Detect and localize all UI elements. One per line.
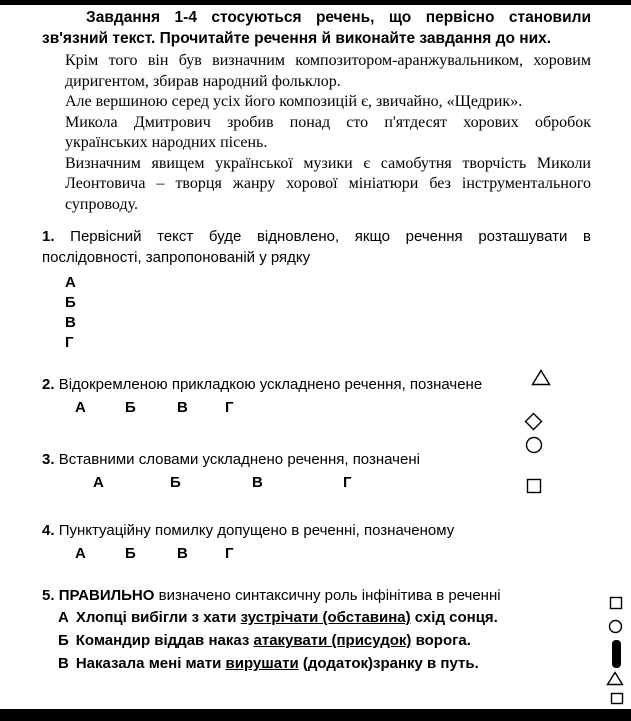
option-a: А — [93, 474, 104, 491]
question-number: 5. — [42, 587, 55, 604]
sentence-list — [65, 51, 591, 215]
option-text-before: Командир віддав наказ — [75, 632, 254, 649]
option-letter: Б — [58, 632, 69, 649]
diamond-outline-icon — [524, 412, 543, 431]
intro-instruction: Завдання 1-4 стосуються речень, що первісно становили зв'язний текст. Прочитайте речення й виконайте завдання до них. — [42, 9, 591, 47]
option-letter: В — [58, 655, 69, 672]
option-v: В — [176, 399, 188, 416]
option-b: Б — [65, 294, 76, 311]
option-v: В — [251, 474, 263, 491]
option-text-after: ворога. — [411, 632, 471, 649]
option-b: Б — [125, 545, 136, 562]
question-text: Пунктуаційну помилку допущено в реченні, позначеному — [58, 522, 455, 539]
question-3 — [42, 449, 591, 494]
circle-outline-icon — [525, 436, 543, 454]
option-v: В — [65, 314, 76, 331]
option-v: В — [176, 545, 188, 562]
question-number: 4. — [42, 522, 55, 539]
question-number: 3. — [42, 451, 55, 468]
question-keyword: ПРАВИЛЬНО — [58, 587, 155, 604]
option-g: Г — [224, 399, 234, 416]
answer-option-a — [58, 606, 591, 629]
option-b: Б — [170, 474, 181, 491]
question-4-text — [42, 520, 591, 541]
option-g: Г — [224, 545, 234, 562]
option-a: А — [65, 274, 76, 291]
question-text: Відокремленою прикладкою ускладнено речення, позначене — [58, 376, 483, 393]
circle-outline-icon — [608, 619, 623, 634]
question-5-text — [42, 585, 591, 606]
question-1-options — [65, 273, 591, 353]
option-g: Г — [342, 474, 352, 491]
option-a: А — [75, 545, 86, 562]
question-1-text — [42, 226, 591, 268]
question-text: Вставними словами ускладнено речення, позначені — [58, 451, 420, 468]
option-g: Г — [65, 334, 74, 351]
question-2-text — [42, 374, 591, 395]
option-b: Б — [125, 399, 136, 416]
bottom-border — [0, 709, 631, 721]
option-text-underlined: атакувати (присудок) — [253, 632, 412, 649]
question-3-text — [42, 449, 591, 470]
question-2 — [42, 374, 591, 419]
question-2-options — [42, 399, 591, 419]
square-outline-icon — [526, 478, 542, 494]
option-text-underlined: вирушати — [225, 655, 299, 672]
answer-option-v — [58, 652, 591, 675]
sentence-item: Микола Дмитрович зробив понад сто п'ятдесят хорових обробок українських народних пісень. — [65, 113, 591, 151]
content-area — [42, 7, 591, 675]
question-4-options — [42, 545, 591, 565]
option-letter: А — [58, 609, 69, 626]
option-text-after: схід сонця. — [410, 609, 498, 626]
sentence-item: Крім того він був визначним композитором-аранжувальником, хоровим диригентом, збирав народний фольклор. — [65, 52, 591, 90]
sentence-item: Визначним явищем української музики є самобутня творчість Миколи Леонтовича – творця жанру хорової мініатюри без інструментального супроводу. — [65, 154, 591, 213]
answer-option-b — [58, 629, 591, 652]
option-text-underlined: зустрічати (обставина) — [240, 609, 411, 626]
square-outline-icon — [609, 596, 623, 610]
question-5 — [42, 585, 591, 675]
question-3-options — [42, 474, 591, 494]
triangle-outline-icon — [606, 671, 624, 686]
question-number: 1. — [42, 228, 55, 245]
question-1 — [42, 226, 591, 353]
filled-bar-mark — [612, 640, 621, 668]
question-text: визначено синтаксичну роль інфінітива в реченні — [158, 587, 501, 604]
option-text-before: Наказала мені мати — [75, 655, 226, 672]
question-text: Первісний текст буде відновлено, якщо речення розташувати в послідовності, запропонованій у рядку — [42, 228, 591, 266]
option-text-after: (додаток)зранку в путь. — [298, 655, 479, 672]
option-a: А — [75, 399, 86, 416]
top-border — [0, 0, 631, 5]
option-text-before: Хлопці вибігли з хати — [75, 609, 241, 626]
question-4 — [42, 520, 591, 565]
triangle-outline-icon — [531, 369, 551, 386]
sentence-item: Але вершиною серед усіх його композицій є, звичайно, «Щедрик». — [65, 93, 523, 110]
square-outline-icon — [610, 692, 624, 705]
question-number: 2. — [42, 376, 55, 393]
